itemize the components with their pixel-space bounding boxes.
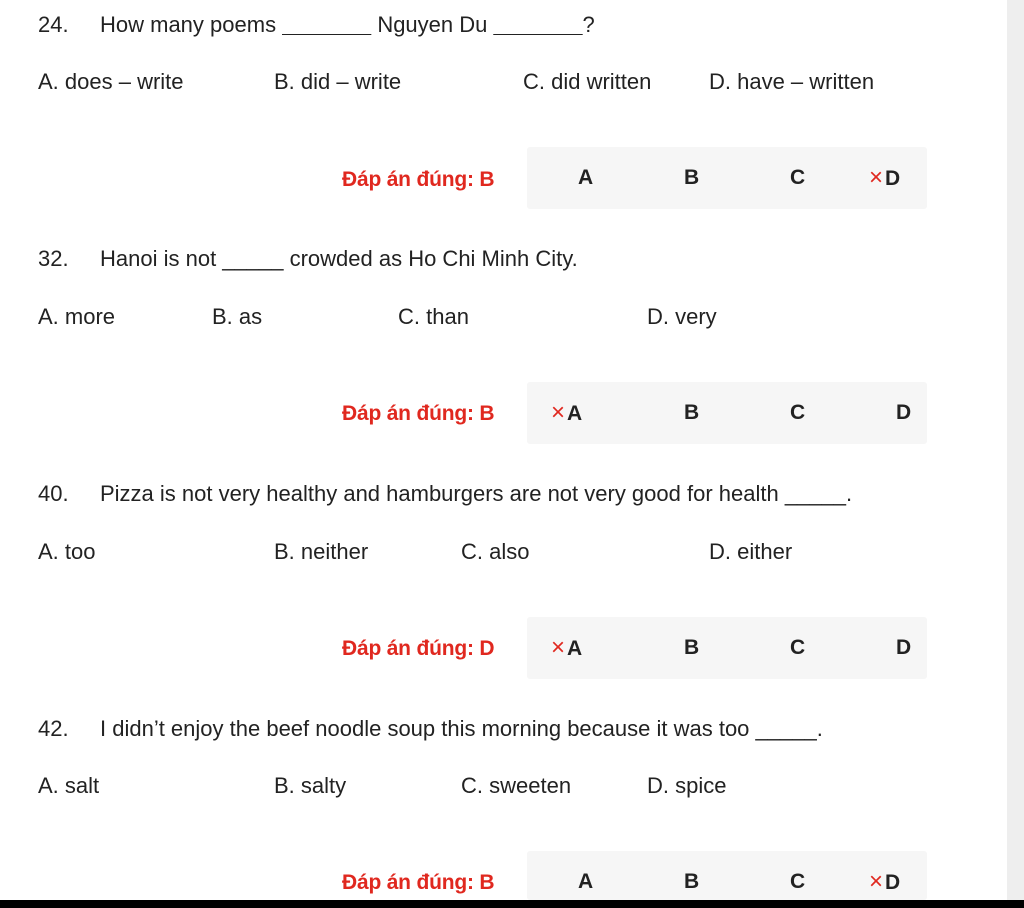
correct-answer-label: Đáp án đúng: B	[342, 402, 495, 425]
answer-blank: __________	[282, 19, 372, 36]
option-a: A. too	[38, 539, 96, 564]
choice-a[interactable]: A	[578, 166, 594, 189]
question-text: Hanoi is not _____ crowded as Ho Chi Minh City.	[100, 246, 578, 271]
choice-b[interactable]: B	[684, 870, 700, 893]
option-d: D. very	[647, 304, 717, 329]
option-c: C. sweeten	[461, 773, 572, 798]
option-c: C. did written	[523, 69, 652, 94]
correct-answer-label: Đáp án đúng: B	[342, 168, 495, 191]
choice-d[interactable]: D	[896, 636, 912, 659]
option-a: A. salt	[38, 773, 100, 798]
correct-answer-label: Đáp án đúng: B	[342, 871, 495, 894]
question-42	[38, 717, 823, 741]
question-24	[38, 13, 595, 40]
option-b: B. did – write	[274, 69, 402, 94]
question-number: 32.	[38, 246, 69, 271]
choice-b[interactable]: B	[684, 636, 700, 659]
option-b: B. as	[212, 304, 263, 329]
question-text-part: How many poems	[100, 12, 277, 37]
question-number: 24.	[38, 12, 69, 37]
choice-box	[527, 851, 927, 900]
choice-c[interactable]: C	[790, 636, 806, 659]
question-text-part: ?	[582, 12, 595, 37]
question-40	[38, 482, 852, 506]
choice-box	[527, 147, 927, 209]
question-32	[38, 247, 578, 271]
choice-c[interactable]: C	[790, 870, 806, 893]
correct-answer-label: Đáp án đúng: D	[342, 637, 495, 660]
question-number: 42.	[38, 716, 69, 741]
option-d: D. either	[709, 539, 793, 564]
choice-a[interactable]: A	[578, 870, 594, 893]
answer-blank: __________	[493, 19, 583, 36]
screen-bottom-edge	[0, 900, 1024, 908]
choice-box	[527, 617, 927, 679]
choice-a[interactable]: ×A	[551, 634, 583, 661]
option-a: A. more	[38, 304, 116, 329]
choice-a[interactable]: ×A	[551, 399, 583, 426]
option-b: B. neither	[274, 539, 369, 564]
option-d: D. spice	[647, 773, 727, 798]
option-c: C. also	[461, 539, 530, 564]
choice-b[interactable]: B	[684, 166, 700, 189]
option-a: A. does – write	[38, 69, 184, 94]
choice-c[interactable]: C	[790, 166, 806, 189]
option-d: D. have – written	[709, 69, 875, 94]
option-c: C. than	[398, 304, 469, 329]
question-number: 40.	[38, 481, 69, 506]
question-text-part: Nguyen Du	[377, 12, 488, 37]
question-text: Pizza is not very healthy and hamburgers are not very good for health _____.	[100, 481, 853, 506]
question-text: I didn’t enjoy the beef noodle soup this morning because it was too _____.	[100, 716, 823, 741]
scrollbar-track[interactable]	[1007, 0, 1024, 900]
close-x-icon: ×	[551, 399, 566, 426]
option-b: B. salty	[274, 773, 347, 798]
choice-c[interactable]: C	[790, 401, 806, 424]
choice-b[interactable]: B	[684, 401, 700, 424]
close-x-icon: ×	[551, 634, 566, 661]
close-x-icon: ×	[869, 868, 884, 895]
choice-d[interactable]: ×D	[869, 164, 901, 191]
close-x-icon: ×	[869, 164, 884, 191]
choice-d[interactable]: D	[896, 401, 912, 424]
choice-d[interactable]: ×D	[869, 868, 901, 895]
choice-box	[527, 382, 927, 444]
